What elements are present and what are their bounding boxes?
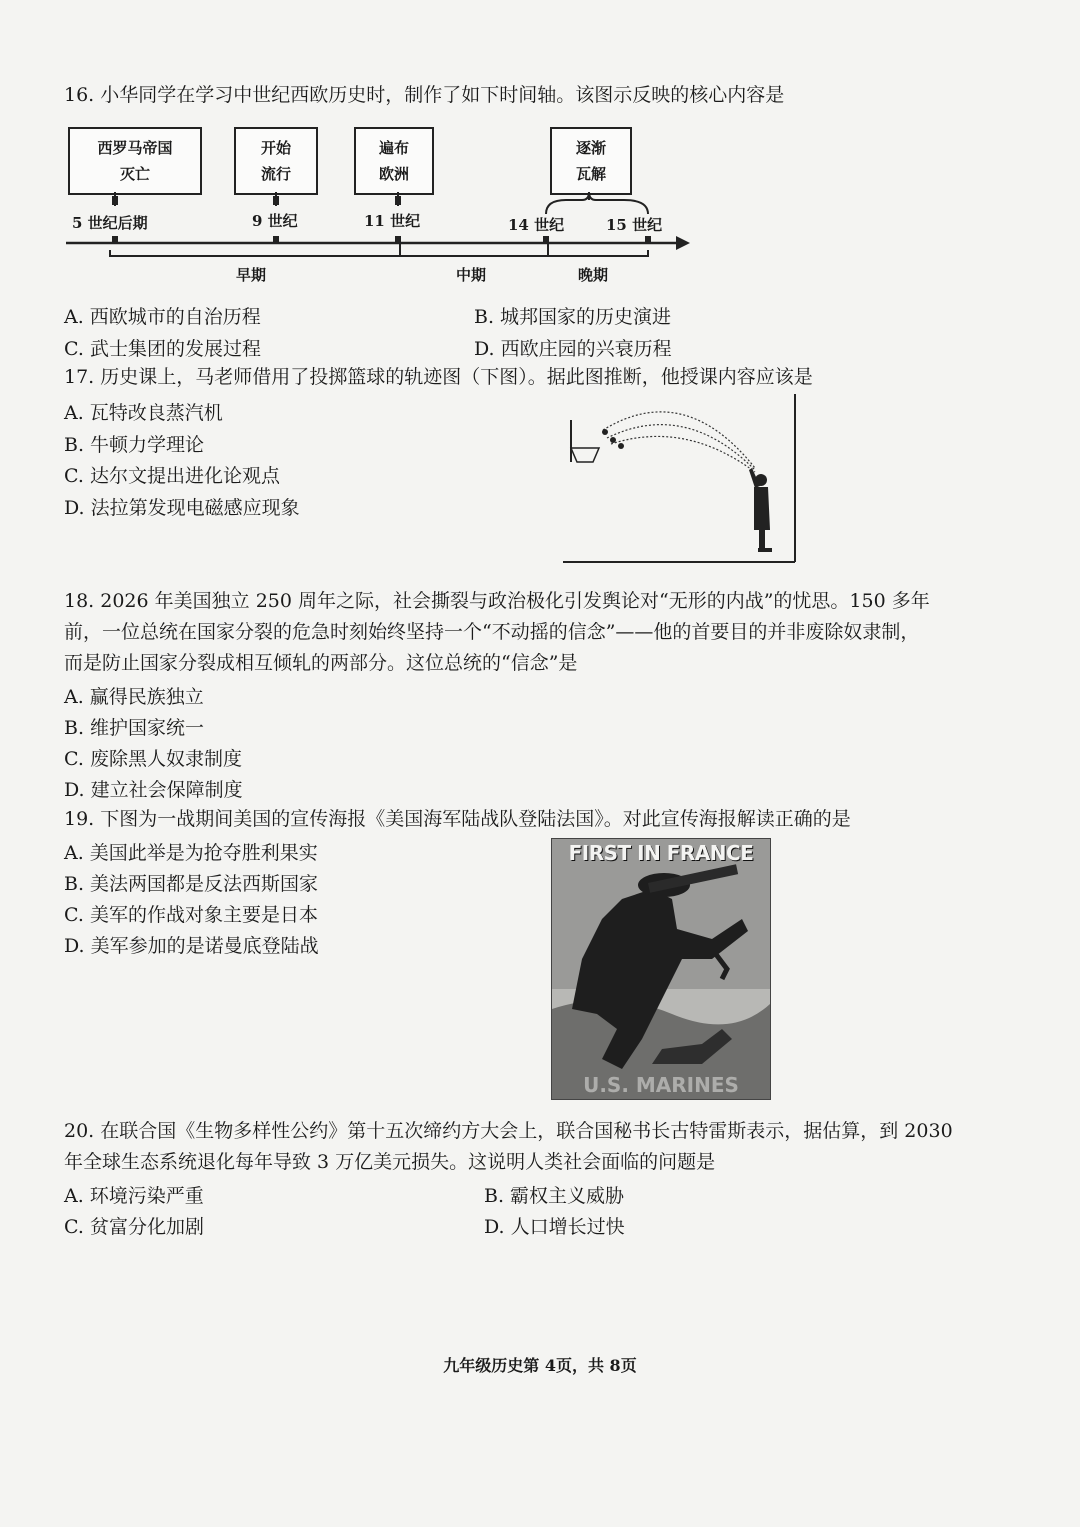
timeline-lines: [0, 0, 1080, 300]
q18-option-b: B. 维护国家统一: [64, 717, 205, 739]
tick-label-14c: 14 世纪: [508, 216, 565, 234]
q20-option-c: C. 贫富分化加剧: [64, 1216, 204, 1238]
tick-label-15c: 15 世纪: [606, 216, 663, 234]
timeline-box-1-line2: 灭亡: [119, 165, 150, 183]
period-label-early: 早期: [236, 266, 267, 284]
q17-option-d: D. 法拉第发现电磁感应现象: [64, 497, 300, 519]
q20-option-d: D. 人口增长过快: [484, 1216, 625, 1238]
q16-option-b: B. 城邦国家的历史演进: [474, 306, 672, 328]
question-18-line2: 前，一位总统在国家分裂的危急时刻始终坚持一个“不动摇的信念”——他的首要目的并非废除奴隶制，: [64, 621, 920, 643]
q18-option-d: D. 建立社会保障制度: [64, 779, 243, 801]
q17-option-c: C. 达尔文提出进化论观点: [64, 465, 280, 487]
question-17-stem: 17. 历史课上，马老师借用了投掷篮球的轨迹图（下图）。据此图推断，他授课内容应该是: [64, 366, 813, 388]
q19-option-a: A. 美国此举是为抢夺胜利果实: [64, 842, 318, 864]
timeline-box-2-line1: 开始: [260, 139, 291, 157]
q19-option-b: B. 美法两国都是反法西斯国家: [64, 873, 319, 895]
poster-bottom-text: U.S. MARINES: [583, 1073, 739, 1097]
q20-option-a: A. 环境污染严重: [64, 1185, 204, 1207]
period-label-late: 晚期: [578, 266, 609, 284]
q18-option-c: C. 废除黑人奴隶制度: [64, 748, 242, 770]
basketball-trajectory-figure: [555, 390, 805, 565]
question-17: [64, 362, 813, 393]
q18-option-a: A. 赢得民族独立: [64, 686, 204, 708]
q16-option-c: C. 武士集团的发展过程: [64, 338, 261, 360]
question-16-stem: 16. 小华同学在学习中世纪西欧历史时，制作了如下时间轴。该图示反映的核心内容是: [64, 84, 785, 106]
timeline-box-3-line2: 欧洲: [378, 165, 409, 183]
q19-option-d: D. 美军参加的是诺曼底登陆战: [64, 935, 319, 957]
q17-option-b: B. 牛顿力学理论: [64, 434, 205, 456]
page-footer: 九年级历史第 4页，共 8页: [443, 1356, 637, 1375]
question-18-line3: 而是防止国家分裂成相互倾轧的两部分。这位总统的“信念”是: [64, 652, 578, 674]
q19-option-c: C. 美军的作战对象主要是日本: [64, 904, 318, 926]
q17-option-a: A. 瓦特改良蒸汽机: [64, 402, 223, 424]
question-20: [64, 1116, 1024, 1178]
timeline-box-3-line1: 遍布: [378, 139, 409, 157]
poster-illustration: [552, 839, 770, 1099]
question-20-line1: 20. 在联合国《生物多样性公约》第十五次缔约方大会上，联合国秘书长古特雷斯表示，据估算，到 2030: [64, 1120, 953, 1142]
question-18: [64, 586, 1024, 679]
question-19-stem: 19. 下图为一战期间美国的宣传海报《美国海军陆战队登陆法国》。对此宣传海报解读正确的是: [64, 808, 851, 830]
tick-label-5c: 5 世纪后期: [72, 214, 148, 232]
timeline-box-4-line1: 逐渐: [575, 139, 606, 157]
war-poster: [551, 838, 771, 1100]
q16-option-a: A. 西欧城市的自治历程: [64, 306, 261, 328]
poster-title: FIRST IN FRANCE: [568, 841, 754, 865]
period-label-middle: 中期: [456, 266, 487, 284]
tick-label-11c: 11 世纪: [364, 212, 421, 230]
q16-option-d: D. 西欧庄园的兴衰历程: [474, 338, 672, 360]
question-19: [64, 804, 851, 835]
question-20-line2: 年全球生态系统退化每年导致 3 万亿美元损失。这说明人类社会面临的问题是: [64, 1151, 716, 1173]
q20-option-b: B. 霸权主义威胁: [484, 1185, 625, 1207]
timeline-box-4-line2: 瓦解: [575, 165, 606, 183]
tick-label-9c: 9 世纪: [252, 212, 298, 230]
question-18-line1: 18. 2026 年美国独立 250 周年之际，社会撕裂与政治极化引发舆论对“无形的内战”的忧思。150 多年: [64, 590, 930, 612]
timeline-box-2-line2: 流行: [260, 165, 291, 183]
timeline-box-1-line1: 西罗马帝国: [97, 139, 173, 157]
